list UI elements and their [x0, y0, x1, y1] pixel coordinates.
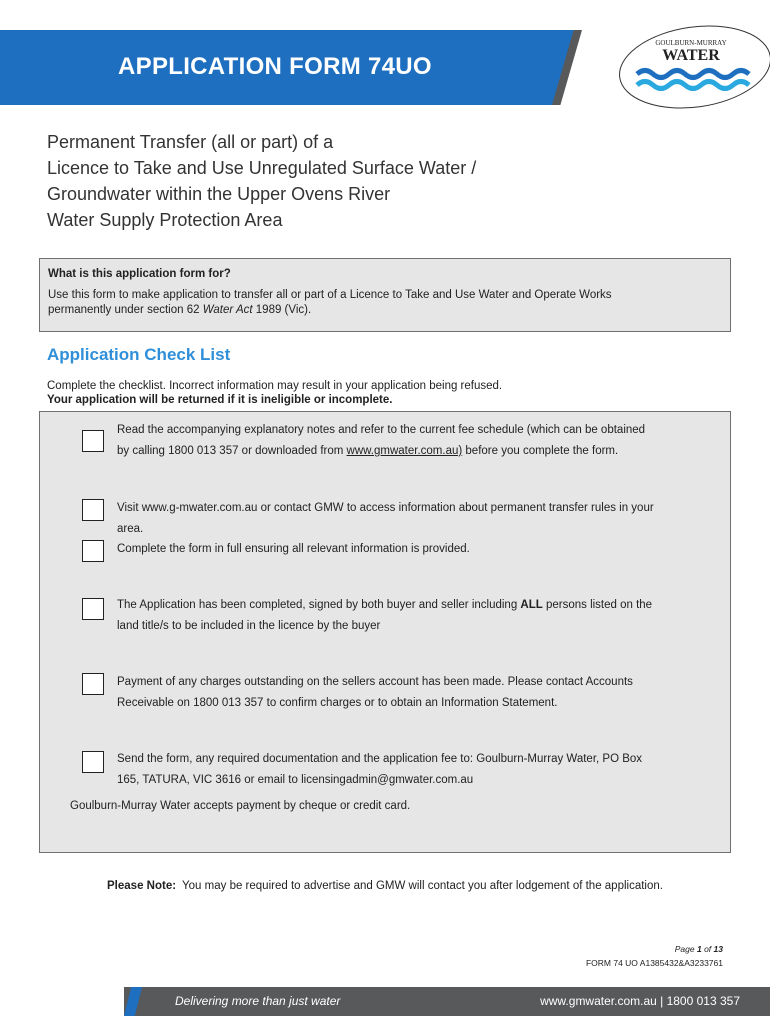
purpose-answer-line: Use this form to make application to transfer all or part of a Licence to Take and Use Water and Operate Works — [48, 289, 612, 301]
checkbox[interactable] — [82, 673, 104, 695]
item-text: The Application has been completed, signed by both buyer and seller including — [117, 599, 521, 611]
item-line: Read the accompanying explanatory notes and refer to the current fee schedule (which can be obtained — [117, 424, 646, 436]
checkbox[interactable] — [82, 598, 104, 620]
form-title: APPLICATION FORM 74UO — [118, 53, 432, 80]
please-note-text: You may be required to advertise and GMW will contact you after lodgement of the application. — [182, 880, 663, 892]
purpose-question: What is this application form for? — [48, 268, 231, 280]
item-line: 165, TATURA, VIC 3616 or email to licensingadmin@gmwater.com.au — [117, 774, 474, 786]
answer-text: permanently under section 62 — [48, 304, 203, 316]
form-subtitle — [47, 129, 667, 233]
checkbox[interactable] — [82, 499, 104, 521]
checklist-item-text — [117, 420, 727, 462]
item-line — [117, 441, 727, 462]
page-label: Page — [674, 944, 697, 954]
checkbox[interactable] — [82, 430, 104, 452]
checklist-item-text — [117, 595, 727, 637]
act-name: Water Act — [202, 304, 253, 316]
logo-wave-bottom — [637, 82, 749, 89]
page-current: 1 — [696, 944, 702, 954]
checklist-warning: Your application will be returned if it is ineligible or incomplete. — [47, 394, 393, 406]
gmw-website-link[interactable]: www.gmwater.com.au) — [346, 445, 463, 457]
item-line: Payment of any charges outstanding on the sellers account has been made. Please contact Accounts — [117, 676, 633, 688]
answer-text: 1989 (Vic). — [252, 304, 312, 316]
payment-note: Goulburn-Murray Water accepts payment by cheque or credit card. — [70, 800, 411, 812]
checkbox[interactable] — [82, 540, 104, 562]
item-text: persons listed on the — [542, 599, 653, 611]
footer-tagline: Delivering more than just water — [175, 994, 341, 1008]
purpose-answer-line — [48, 303, 720, 318]
checklist-item-text — [117, 749, 727, 791]
item-line: area. — [117, 523, 144, 535]
item-line: Visit www.g-mwater.com.au or contact GMW to access information about permanent transfer rules in your — [117, 502, 654, 514]
item-line: Receivable on 1800 013 357 to confirm charges or to obtain an Information Statement. — [117, 697, 558, 709]
item-line — [117, 595, 727, 616]
checklist-instruction: Complete the checklist. Incorrect information may result in your application being refused. — [47, 380, 503, 392]
footer-contact: www.gmwater.com.au | 1800 013 357 — [540, 994, 740, 1008]
please-note-label: Please Note: — [107, 880, 177, 892]
subtitle-line: Groundwater within the Upper Ovens River — [47, 184, 391, 204]
checklist-item-text — [117, 672, 727, 714]
page-number — [675, 944, 723, 954]
page-of: of — [701, 944, 714, 954]
subtitle-line: Licence to Take and Use Unregulated Surface Water / — [47, 158, 477, 178]
item-text: by calling 1800 013 357 or downloaded from — [117, 445, 347, 457]
purpose-info-box — [39, 258, 731, 332]
subtitle-line: Water Supply Protection Area — [47, 210, 283, 230]
subtitle-line: Permanent Transfer (all or part) of a — [47, 132, 334, 152]
item-line: Complete the form in full ensuring all relevant information is provided. — [117, 543, 470, 555]
form-reference-code: FORM 74 UO A1385432&A3233761 — [585, 958, 723, 968]
please-note — [0, 880, 770, 892]
gmw-logo — [611, 22, 770, 114]
checklist-item-text — [117, 539, 727, 560]
item-emphasis: ALL — [520, 599, 543, 611]
item-line: land title/s to be included in the licence by the buyer — [117, 620, 381, 632]
checklist-heading: Application Check List — [47, 345, 231, 364]
checklist-instructions — [47, 379, 502, 407]
checkbox[interactable] — [82, 751, 104, 773]
page-total: 13 — [713, 944, 723, 954]
checklist-box — [39, 411, 731, 853]
logo-main-text: WATER — [662, 47, 720, 64]
item-text: before you complete the form. — [462, 445, 619, 457]
logo-wave-top — [637, 71, 749, 78]
logo-top-text: GOULBURN-MURRAY — [655, 39, 727, 47]
item-line: Send the form, any required documentation and the application fee to: Goulburn-Murray Water, PO Box — [117, 753, 643, 765]
checklist-item-text — [117, 498, 727, 540]
